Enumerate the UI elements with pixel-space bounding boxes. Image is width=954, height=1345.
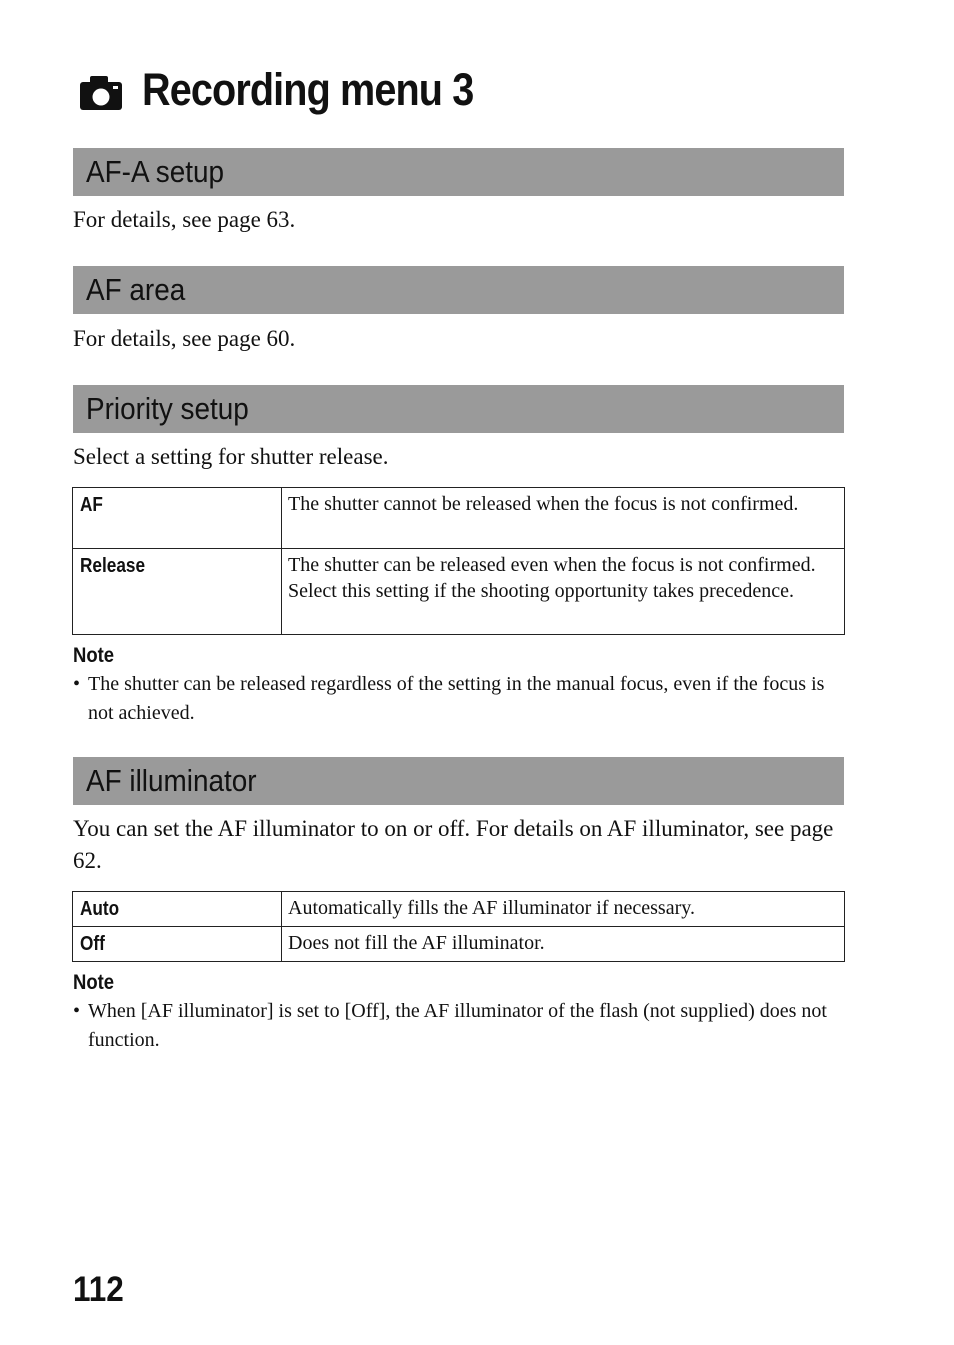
section-heading-text: AF illuminator — [86, 763, 257, 798]
section-heading-text: Priority setup — [86, 391, 249, 426]
table-row — [73, 488, 845, 549]
bullet-icon: • — [73, 1000, 81, 1022]
af-illuminator-table — [72, 891, 845, 962]
note-heading: Note — [73, 971, 115, 994]
page-title: Recording menu 3 — [142, 64, 474, 115]
section-text-af-a-setup: For details, see page 63. — [73, 207, 296, 232]
priority-setup-table — [72, 487, 845, 635]
section-text-af-area: For details, see page 60. — [73, 326, 296, 351]
table-cell-desc: The shutter cannot be released when the focus is not confirmed. — [282, 488, 845, 549]
page-number: 112 — [73, 1270, 124, 1309]
note-text — [73, 997, 848, 1055]
note-text — [73, 670, 848, 728]
table-cell-desc: Automatically fills the AF illuminator if necessary. — [282, 892, 845, 927]
section-heading-af-illuminator — [73, 757, 844, 805]
section-heading-af-a-setup — [73, 148, 844, 196]
section-heading-text: AF area — [86, 272, 186, 307]
bullet-icon: • — [73, 673, 81, 695]
note-heading: Note — [73, 644, 115, 667]
table-cell-key: Off — [73, 927, 282, 962]
note-body: When [AF illuminator] is set to [Off], the AF illuminator of the flash (not supplied) does not function. — [88, 1000, 827, 1051]
table-row — [73, 892, 845, 927]
table-cell-key: Release — [73, 549, 282, 635]
page-header — [78, 62, 519, 118]
table-row — [73, 927, 845, 962]
table-cell-key: AF — [73, 488, 282, 549]
camera-icon — [78, 72, 124, 112]
table-cell-desc: Does not fill the AF illuminator. — [282, 927, 845, 962]
section-text-priority-setup: Select a setting for shutter release. — [73, 444, 389, 469]
table-cell-desc: The shutter can be released even when the focus is not confirmed. Select this setting if the shooting opportunity takes precedence. — [282, 549, 845, 635]
section-text-af-illuminator: You can set the AF illuminator to on or off. For details on AF illuminator, see page 62. — [73, 816, 834, 873]
section-heading-text: AF-A setup — [86, 154, 225, 189]
note-body: The shutter can be released regardless of the setting in the manual focus, even if the focus is not achieved. — [88, 673, 825, 724]
section-heading-af-area — [73, 266, 844, 314]
table-row — [73, 549, 845, 635]
table-cell-key: Auto — [73, 892, 282, 927]
section-heading-priority-setup — [73, 385, 844, 433]
